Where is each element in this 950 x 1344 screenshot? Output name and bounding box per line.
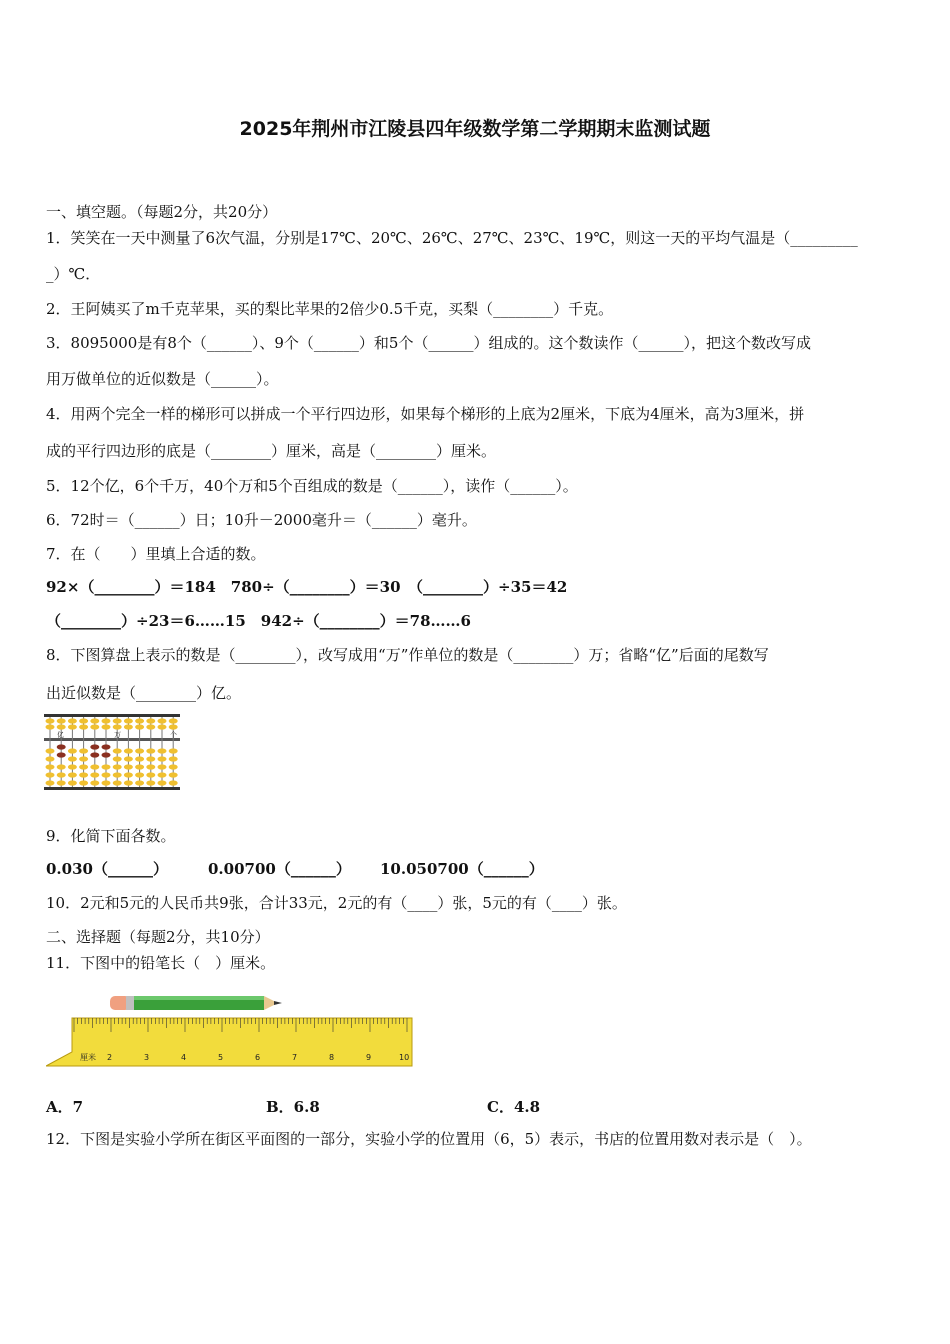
question-1-line-2: _）℃． [46, 265, 101, 283]
abacus-bead [68, 756, 77, 761]
abacus-bead [124, 718, 133, 723]
abacus-bead [57, 764, 66, 769]
abacus-bead [57, 780, 66, 785]
abacus-bead [113, 772, 122, 777]
question-4-line-1: 4．用两个完全一样的梯形可以拼成一个平行四边形，如果每个梯形的上底为2厘米，下底为4厘米，高为3厘米，拼 [46, 405, 805, 423]
abacus-bead [169, 764, 178, 769]
abacus-bead [146, 718, 155, 723]
ruler-tick-8: 8 [329, 1053, 335, 1062]
abacus-bead [46, 748, 55, 753]
abacus-bead [90, 780, 99, 785]
abacus-bead [113, 756, 122, 761]
question-1-line-1: 1．笑笑在一天中测量了6次气温，分别是17℃、20℃、26℃、27℃、23℃、19℃，则这一天的平均气温是（_________ [46, 229, 858, 247]
abacus-bead [90, 764, 99, 769]
ruler-tick-2: 2 [107, 1053, 113, 1062]
abacus-bead [124, 772, 133, 777]
abacus-bead [57, 744, 66, 749]
abacus-label-ge: 个 [170, 731, 177, 739]
abacus-bead [146, 764, 155, 769]
abacus-bead [102, 744, 111, 749]
option-b: B．6.8 [266, 1098, 320, 1116]
abacus-bead [79, 780, 88, 785]
abacus-bead [46, 780, 55, 785]
abacus-bead [169, 718, 178, 723]
abacus-bead [90, 772, 99, 777]
abacus-bead [169, 780, 178, 785]
abacus-label-wan: 万 [114, 731, 121, 739]
abacus-bead [146, 780, 155, 785]
abacus-bead [46, 772, 55, 777]
ruler-tick-9: 9 [366, 1053, 372, 1062]
abacus-bead [124, 764, 133, 769]
abacus-bead [79, 764, 88, 769]
question-9-item-2: 0.00700（______） [208, 860, 351, 878]
section-2-heading: 二、选择题（每题2分，共10分） [46, 928, 270, 946]
option-a: A．7 [46, 1098, 84, 1116]
abacus-bead [135, 772, 144, 777]
question-2: 2．王阿姨买了m千克苹果，买的梨比苹果的2倍少0.5千克，买梨（________）千克。 [46, 300, 614, 318]
abacus-bead [169, 772, 178, 777]
abacus-bead [169, 724, 178, 729]
abacus-bead [46, 718, 55, 723]
abacus-bead [57, 718, 66, 723]
ruler-tick-5: 5 [218, 1053, 224, 1062]
abacus-bead [90, 718, 99, 723]
question-9-item-1: 0.030（______） [46, 860, 168, 878]
question-7: 7．在（ ）里填上合适的数。 [46, 545, 266, 563]
question-12: 12．下图是实验小学所在街区平面图的一部分，实验小学的位置用（6，5）表示，书店的位置用数对表示是（ ）。 [46, 1130, 812, 1148]
abacus-bead [102, 718, 111, 723]
abacus-bead [124, 780, 133, 785]
abacus-bead [79, 724, 88, 729]
ruler-tick-3: 3 [144, 1053, 150, 1062]
abacus-bead [146, 748, 155, 753]
question-7-row-2: （________）÷23＝6……15 942÷（________）＝78……6 [46, 612, 471, 630]
question-10: 10．2元和5元的人民币共9张，合计33元，2元的有（____）张，5元的有（____）张。 [46, 894, 627, 912]
ruler-tick-4: 4 [181, 1053, 187, 1062]
abacus-label-yi: 亿 [57, 731, 64, 739]
abacus-bead [68, 780, 77, 785]
abacus-bead [135, 748, 144, 753]
abacus-bead [46, 764, 55, 769]
abacus-bead [68, 748, 77, 753]
abacus-bead [146, 772, 155, 777]
abacus-bead [68, 724, 77, 729]
abacus-bead [102, 752, 111, 757]
abacus-bead [158, 764, 167, 769]
abacus-bead [158, 724, 167, 729]
abacus-bead [113, 718, 122, 723]
abacus-bead [135, 764, 144, 769]
abacus-bead [46, 724, 55, 729]
abacus-bead [102, 780, 111, 785]
option-c: C．4.8 [487, 1098, 541, 1116]
page-title: 2025年荆州市江陵县四年级数学第二学期期末监测试题 [239, 118, 711, 140]
abacus-bead [124, 756, 133, 761]
question-5: 5．12个亿，6个千万，40个万和5个百组成的数是（______），读作（______）。 [46, 477, 578, 495]
abacus-image [44, 714, 180, 790]
question-7-row-1: 92×（________）＝184 780÷（________）＝30 （________）÷35＝42 [46, 578, 568, 596]
abacus-bead [146, 756, 155, 761]
abacus-bead [79, 772, 88, 777]
abacus-bead [135, 724, 144, 729]
abacus-bead [158, 780, 167, 785]
abacus-bead [68, 764, 77, 769]
abacus-bead [102, 724, 111, 729]
ruler-unit-label: 厘米 [80, 1053, 96, 1062]
abacus-bead [158, 756, 167, 761]
abacus-bead [124, 724, 133, 729]
abacus-bead [113, 764, 122, 769]
abacus-bead [102, 764, 111, 769]
question-4-line-2: 成的平行四边形的底是（________）厘米，高是（________）厘米。 [46, 442, 497, 460]
question-11: 11．下图中的铅笔长（ ）厘米。 [46, 954, 276, 972]
question-3-line-2: 用万做单位的近似数是（______）。 [46, 370, 279, 388]
abacus-bead [124, 748, 133, 753]
question-3-line-1: 3．8095000是有8个（______）、9个（______）和5个（______）组成的。这个数读作（______），把这个数改写成 [46, 334, 811, 352]
abacus-bead [68, 718, 77, 723]
abacus-bead [113, 724, 122, 729]
abacus-bead [90, 752, 99, 757]
ruler-tick-7: 7 [292, 1053, 298, 1062]
pencil-ruler-image [46, 990, 416, 1070]
abacus-bead [146, 724, 155, 729]
abacus-bead [135, 718, 144, 723]
question-9: 9．化简下面各数。 [46, 827, 176, 845]
abacus-bead [57, 724, 66, 729]
abacus-bead [90, 744, 99, 749]
ruler-tick-6: 6 [255, 1053, 261, 1062]
question-6: 6．72时＝（______）日；10升－2000毫升＝（______）毫升。 [46, 511, 477, 529]
abacus-bead [79, 718, 88, 723]
ruler-tick-10: 10 [399, 1053, 410, 1062]
abacus-bead [158, 772, 167, 777]
abacus-bead [102, 772, 111, 777]
question-8-line-2: 出近似数是（________）亿。 [46, 684, 242, 702]
abacus-bead [135, 756, 144, 761]
abacus-bead [57, 772, 66, 777]
abacus-bead [57, 752, 66, 757]
question-9-item-3: 10.050700（______） [380, 860, 544, 878]
abacus-bead [79, 756, 88, 761]
abacus-bead [135, 780, 144, 785]
abacus-bead [113, 780, 122, 785]
abacus-bead [79, 748, 88, 753]
abacus-bead [158, 718, 167, 723]
abacus-bead [90, 724, 99, 729]
abacus-bead [158, 748, 167, 753]
question-8-line-1: 8．下图算盘上表示的数是（________），改写成用“万”作单位的数是（________）万；省略“亿”后面的尾数写 [46, 646, 769, 664]
section-1-heading: 一、填空题。（每题2分，共20分） [46, 203, 278, 221]
abacus-bead [169, 756, 178, 761]
abacus-bead [169, 748, 178, 753]
abacus-bead [68, 772, 77, 777]
abacus-bead [113, 748, 122, 753]
abacus-bead [46, 756, 55, 761]
